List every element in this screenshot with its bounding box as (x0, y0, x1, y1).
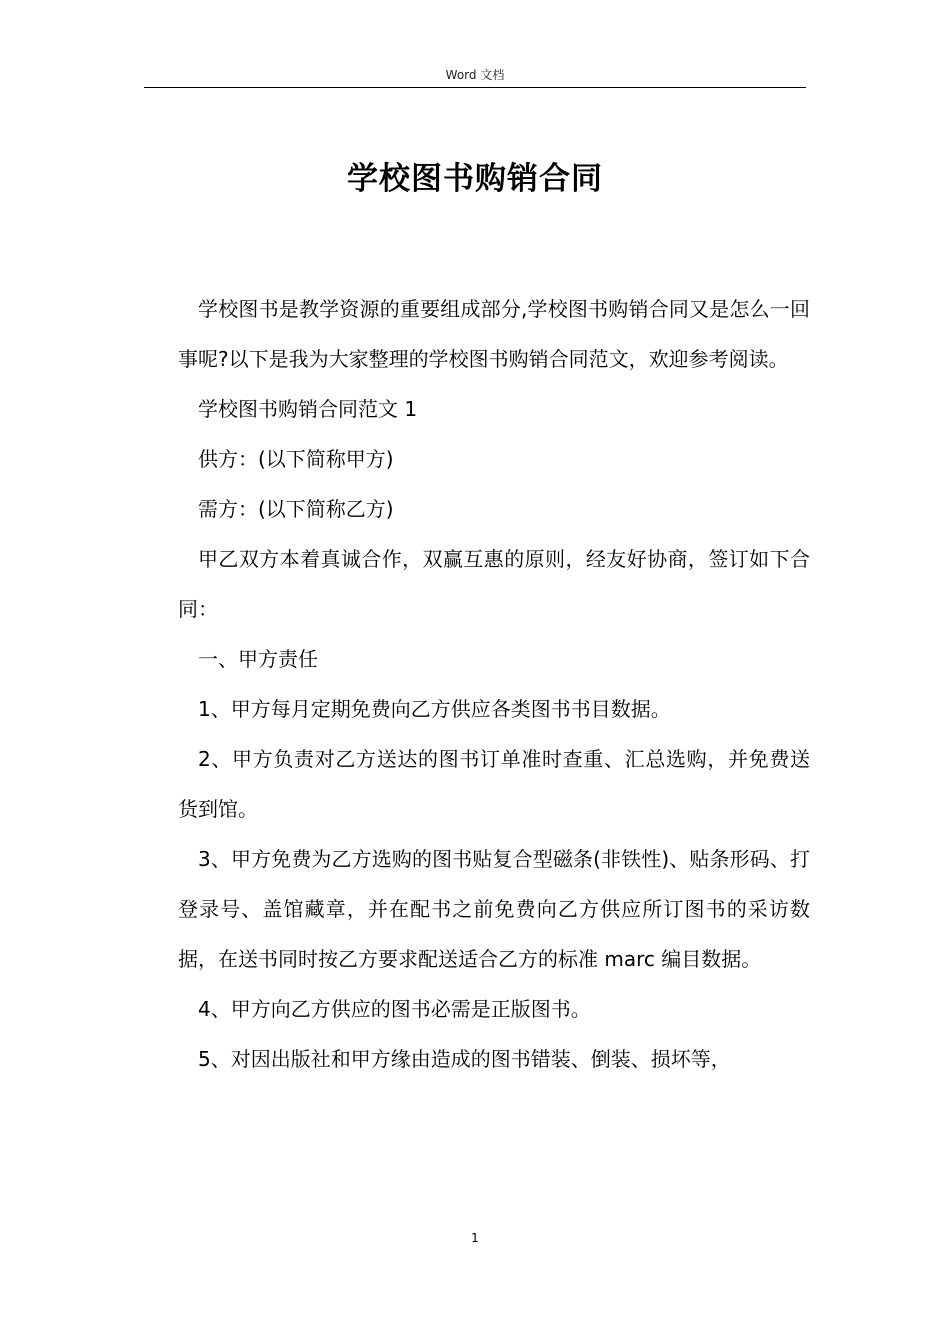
header-divider (144, 87, 806, 88)
clause-item-3: 3、甲方免费为乙方选购的图书贴复合型磁条(非铁性)、贴条形码、打登录号、盖馆藏章，并在配书之前免费向乙方供应所订图书的采访数据，在送书同时按乙方要求配送适合乙方的标准 marc 编目数据。 (178, 847, 810, 971)
buyer-line: 需方：(以下简称乙方) (198, 497, 394, 521)
clause-item-5: 5、对因出版社和甲方缘由造成的图书错装、倒装、损坏等， (198, 1047, 731, 1071)
agreement-preamble: 甲乙双方本着真诚合作，双赢互惠的原则，经友好协商，签订如下合同： (178, 547, 810, 621)
section-heading-sample-1: 学校图书购销合同范文 1 (198, 397, 418, 421)
page-number: 1 (471, 1231, 479, 1245)
clause-item-4: 4、甲方向乙方供应的图书必需是正版图书。 (198, 997, 591, 1021)
intro-paragraph: 学校图书是教学资源的重要组成部分,学校图书购销合同又是怎么一回事呢?以下是我为大家整理的学校图书购销合同范文，欢迎参考阅读。 (178, 297, 810, 371)
clause-item-1: 1、甲方每月定期免费向乙方供应各类图书书目数据。 (198, 697, 671, 721)
document-title: 学校图书购销合同 (347, 161, 603, 197)
clause-heading-party-a: 一、甲方责任 (198, 647, 318, 671)
document-body (178, 284, 810, 1084)
page-header: Word 文档 (445, 68, 505, 82)
supplier-line: 供方：(以下简称甲方) (198, 447, 394, 471)
clause-item-2: 2、甲方负责对乙方送达的图书订单准时查重、汇总选购，并免费送货到馆。 (178, 747, 810, 821)
